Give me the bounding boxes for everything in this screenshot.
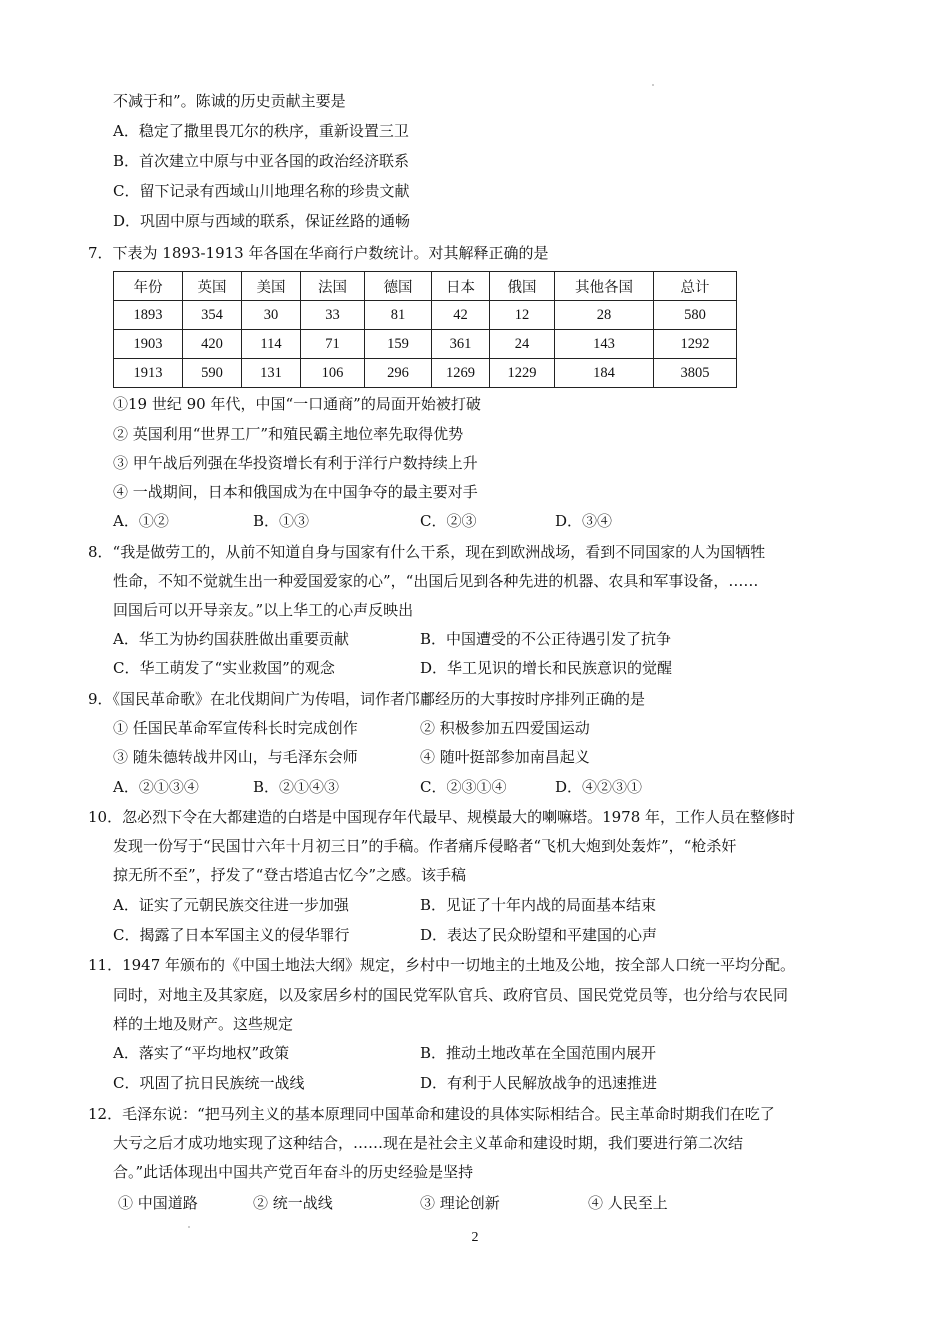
q9-event-1: ① 任国民革命军宣传科长时完成创作 xyxy=(113,719,358,737)
table-cell: 1903 xyxy=(114,330,183,359)
page-number: 2 xyxy=(471,1230,479,1245)
scan-speck xyxy=(188,1226,190,1228)
table-header-cell: 其他各国 xyxy=(555,272,654,301)
table-cell: 42 xyxy=(432,301,490,330)
table-cell: 12 xyxy=(490,301,555,330)
table-cell: 420 xyxy=(183,330,242,359)
q11-option-c: C．巩固了抗日民族统一战线 xyxy=(113,1074,305,1092)
q8-option-c: C．华工萌发了“实业救国”的观念 xyxy=(113,659,335,677)
q8-stem-line-2: 性命，不知不觉就生出一种爱国爱家的心”，“出国后见到各种先进的机器、农具和军事设备，…… xyxy=(113,572,759,590)
q7-statement-4: ④ 一战期间，日本和俄国成为在中国争夺的最主要对手 xyxy=(113,483,478,501)
q12-item-4: ④ 人民至上 xyxy=(588,1194,668,1212)
merchant-count-table xyxy=(113,271,737,388)
table-cell: 580 xyxy=(654,301,737,330)
q12-stem-line-2: 大亏之后才成功地实现了这种结合，……现在是社会主义革命和建设时期，我们要进行第二次结 xyxy=(113,1134,744,1152)
q10-option-c: C．揭露了日本军国主义的侵华罪行 xyxy=(113,926,350,944)
q10-stem-line-2: 发现一份写于“民国廿六年十月初三日”的手稿。作者痛斥侵略者“飞机大炮到处轰炸”，“枪杀奸 xyxy=(113,837,737,855)
table-cell: 1893 xyxy=(114,301,183,330)
table-cell: 1913 xyxy=(114,359,183,388)
q10-option-a: A．证实了元朝民族交往进一步加强 xyxy=(113,896,349,914)
q9-option-a: A．②①③④ xyxy=(113,778,199,796)
table-cell: 33 xyxy=(301,301,365,330)
q8-option-d: D．华工见识的增长和民族意识的觉醒 xyxy=(420,659,673,677)
q10-option-d: D．表达了民众盼望和平建国的心声 xyxy=(420,926,658,944)
q7-option-c: C．②③ xyxy=(420,512,477,530)
table-row xyxy=(114,301,737,330)
table-cell: 106 xyxy=(301,359,365,388)
q9-event-2: ② 积极参加五四爱国运动 xyxy=(420,719,590,737)
q11-option-a: A．落实了“平均地权”政策 xyxy=(113,1044,290,1062)
q7-statement-3: ③ 甲午战后列强在华投资增长有利于洋行户数持续上升 xyxy=(113,454,478,472)
table-header-cell: 美国 xyxy=(242,272,301,301)
q7-option-b: B．①③ xyxy=(253,512,310,530)
q11-option-d: D．有利于人民解放战争的迅速推进 xyxy=(420,1074,658,1092)
table-cell: 1269 xyxy=(432,359,490,388)
q11-stem-line-2: 同时，对地主及其家庭，以及家居乡村的国民党军队官兵、政府官员、国民党党员等，也分给与农民同 xyxy=(113,986,789,1004)
q6-option-a: A．稳定了撒里畏兀尔的秩序，重新设置三卫 xyxy=(113,122,409,140)
table-header-row xyxy=(114,272,737,301)
q6-option-b: B．首次建立中原与中亚各国的政治经济联系 xyxy=(113,152,410,170)
table-cell: 71 xyxy=(301,330,365,359)
table-cell: 24 xyxy=(490,330,555,359)
q8-stem-line-3: 回国后可以开导亲友。”以上华工的心声反映出 xyxy=(113,601,414,619)
q7-stem: 7．下表为 1893-1913 年各国在华商行户数统计。对其解释正确的是 xyxy=(88,244,549,262)
q12-stem-line-3: 合。”此话体现出中国共产党百年奋斗的历史经验是坚持 xyxy=(113,1163,474,1181)
table-header-cell: 英国 xyxy=(183,272,242,301)
table-cell: 354 xyxy=(183,301,242,330)
q11-option-b: B．推动土地改革在全国范围内展开 xyxy=(420,1044,657,1062)
q9-option-d: D．④②③① xyxy=(555,778,643,796)
q6-option-d: D．巩固中原与西域的联系，保证丝路的通畅 xyxy=(113,212,411,230)
table-cell: 590 xyxy=(183,359,242,388)
q7-option-a: A．①② xyxy=(113,512,169,530)
table-row xyxy=(114,359,737,388)
table-cell: 1292 xyxy=(654,330,737,359)
q11-stem-line-3: 样的土地及财产。这些规定 xyxy=(113,1015,294,1033)
q7-option-d: D．③④ xyxy=(555,512,613,530)
q9-option-c: C．②③①④ xyxy=(420,778,507,796)
q12-item-1: ① 中国道路 xyxy=(118,1194,198,1212)
q7-statement-2: ② 英国利用“世界工厂”和殖民霸主地位率先取得优势 xyxy=(113,425,464,443)
table-header-cell: 法国 xyxy=(301,272,365,301)
table-header-cell: 俄国 xyxy=(490,272,555,301)
q12-item-3: ③ 理论创新 xyxy=(420,1194,500,1212)
table-cell: 159 xyxy=(365,330,432,359)
table-header-cell: 总计 xyxy=(654,272,737,301)
table-cell: 81 xyxy=(365,301,432,330)
table-cell: 184 xyxy=(555,359,654,388)
q12-item-2: ② 统一战线 xyxy=(253,1194,333,1212)
scan-speck xyxy=(652,84,654,86)
table-cell: 361 xyxy=(432,330,490,359)
table-cell: 30 xyxy=(242,301,301,330)
table-header-cell: 日本 xyxy=(432,272,490,301)
q9-event-3: ③ 随朱德转战井冈山，与毛泽东会师 xyxy=(113,748,358,766)
q9-event-4: ④ 随叶挺部参加南昌起义 xyxy=(420,748,590,766)
table-header-cell: 年份 xyxy=(114,272,183,301)
q8-option-a: A．华工为协约国获胜做出重要贡献 xyxy=(113,630,349,648)
q12-stem-line-1: 12．毛泽东说：“把马列主义的基本原理同中国革命和建设的具体实际相结合。民主革命时期我们在吃了 xyxy=(88,1105,775,1123)
q6-option-c: C．留下记录有西域山川地理名称的珍贵文献 xyxy=(113,182,410,200)
q8-stem-line-1: 8．“我是做劳工的，从前不知道自身与国家有什么干系，现在到欧洲战场，看到不同国家的人为国牺牲 xyxy=(88,543,766,561)
q8-option-b: B．中国遭受的不公正待遇引发了抗争 xyxy=(420,630,672,648)
q11-stem-line-1: 11．1947 年颁布的《中国土地法大纲》规定，乡村中一切地主的土地及公地，按全部人口统一平均分配。 xyxy=(88,956,796,974)
table-cell: 143 xyxy=(555,330,654,359)
q9-stem: 9．《国民革命歌》在北伐期间广为传唱，词作者邝鄘经历的大事按时序排列正确的是 xyxy=(88,690,646,708)
table-cell: 1229 xyxy=(490,359,555,388)
table-row xyxy=(114,330,737,359)
q6-stem-continuation: 不减于和”。陈诚的历史贡献主要是 xyxy=(113,92,346,110)
q9-option-b: B．②①④③ xyxy=(253,778,340,796)
table-cell: 131 xyxy=(242,359,301,388)
table-cell: 296 xyxy=(365,359,432,388)
table-cell: 28 xyxy=(555,301,654,330)
q10-option-b: B．见证了十年内战的局面基本结束 xyxy=(420,896,657,914)
table-cell: 114 xyxy=(242,330,301,359)
table-cell: 3805 xyxy=(654,359,737,388)
q10-stem-line-1: 10．忽必烈下令在大都建造的白塔是中国现存年代最早、规模最大的喇嘛塔。1978 年，工作人员在整修时 xyxy=(88,808,796,826)
q7-statement-1: ①19 世纪 90 年代，中国“一口通商”的局面开始被打破 xyxy=(113,395,481,413)
q10-stem-line-3: 掠无所不至”，抒发了“登古塔追古忆今”之感。该手稿 xyxy=(113,866,467,884)
table-header-cell: 德国 xyxy=(365,272,432,301)
